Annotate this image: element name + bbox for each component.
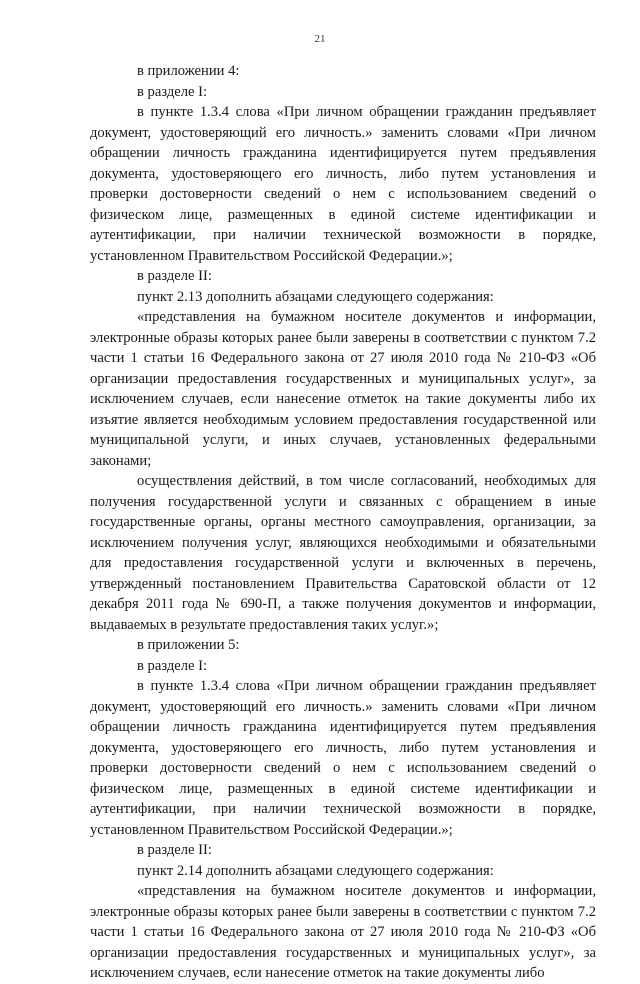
paragraph: в приложении 4: <box>137 63 240 79</box>
paragraph: пункт 2.13 дополнить абзацами следующего содержания: <box>137 288 494 305</box>
paragraph: в приложении 5: <box>137 637 240 653</box>
paragraph: «представления на бумажном носителе документов и информации, электронные образы которых ранее были заверены в соответствии с пунктом 7.2 части 1 статьи 16 Федерального закона от 27 июля 2010 года № 210-ФЗ «Об организации предоставления государственных и муниципальных услуг», за исключением случаев, если нанесение отметок на такие документы либо <box>90 883 596 981</box>
document-body <box>90 61 596 984</box>
paragraph: в пункте 1.3.4 слова «При личном обращении гражданин предъявляет документ, удостоверяющий его личность.» заменить словами «При личном обращении личность гражданина идентифицируется путем предъявления документа, удостоверяющего его личность, либо путем установления и проверки достоверности сведений о нем с использованием сведений о физическом лице, размещенных в единой системе идентификации и аутентификации, при наличии технической возможности в порядке, установленном Правительством Российской Федерации.»; <box>90 678 596 838</box>
paragraph: осуществления действий, в том числе согласований, необходимых для получения государственной услуги и связанных с обращением в иные государственные органы, органы местного самоуправления, организации, за исключением получения услуг, являющихся необходимыми и обязательными для предоставления государственной услуги и включенных в перечень, утвержденный постановлением Правительства Саратовской области от 12 декабря 2011 года № 690-П, а также получения документов и информации, выдаваемых в результате предоставления таких услуг.»; <box>90 473 596 633</box>
paragraph: в разделе II: <box>137 268 212 284</box>
paragraph: в пункте 1.3.4 слова «При личном обращении гражданин предъявляет документ, удостоверяющий его личность.» заменить словами «При личном обращении личность гражданина идентифицируется путем предъявления документа, удостоверяющего его личность, либо путем установления и проверки достоверности сведений о нем с использованием сведений о физическом лице, размещенных в единой системе идентификации и аутентификации, при наличии технической возможности в порядке, установленном Правительством Российской Федерации.»; <box>90 104 596 264</box>
paragraph: «представления на бумажном носителе документов и информации, электронные образы которых ранее были заверены в соответствии с пунктом 7.2 части 1 статьи 16 Федерального закона от 27 июля 2010 года № 210-ФЗ «Об организации предоставления государственных и муниципальных услуг», за исключением случаев, если нанесение отметок на такие документы либо их изъятие является необходимым условием предоставления государственной или муниципальной услуги, и иных случаев, установленных федеральными законами; <box>90 309 596 469</box>
page-number: 21 <box>314 33 326 45</box>
paragraph: в разделе II: <box>137 842 212 858</box>
paragraph: в разделе I: <box>137 83 208 100</box>
paragraph: в разделе I: <box>137 657 208 674</box>
paragraph: пункт 2.14 дополнить абзацами следующего содержания: <box>137 862 494 879</box>
